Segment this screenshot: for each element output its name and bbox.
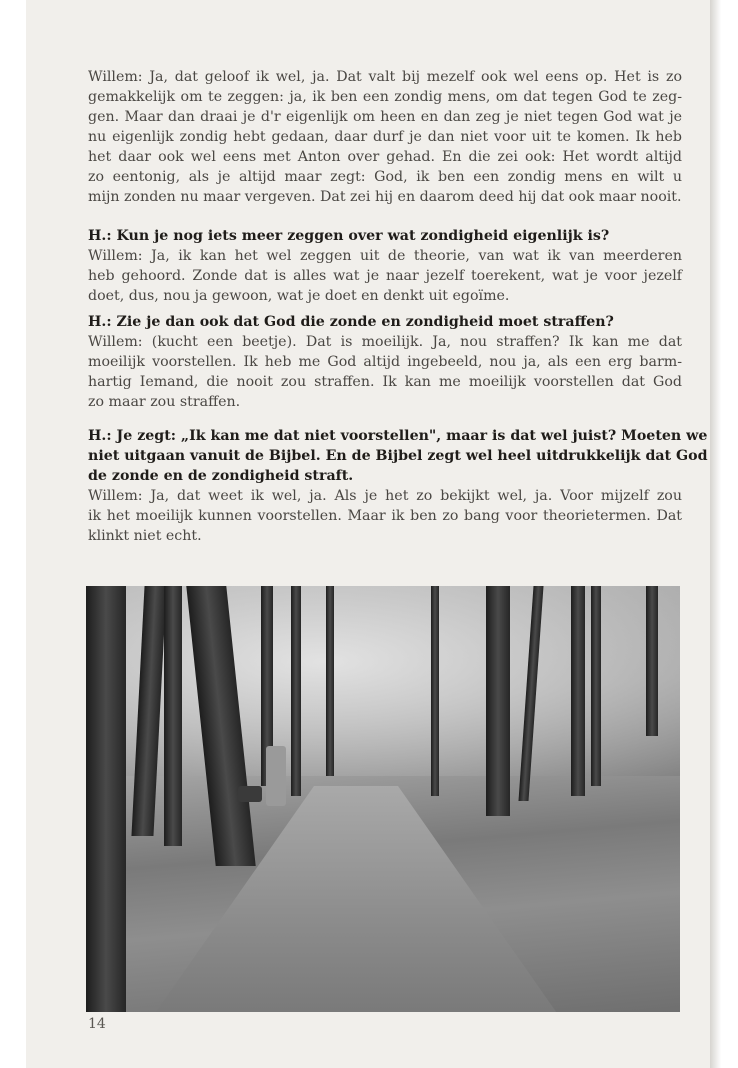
- tree-trunk: [571, 586, 585, 796]
- tree-trunk: [431, 586, 439, 796]
- tree-trunk: [86, 586, 126, 1012]
- forest-path-photo: [86, 586, 680, 1012]
- text-line: Willem: Ja, dat weet ik wel, ja. Als je het zo bekijkt wel, ja. Voor mijzelf zou: [88, 488, 682, 504]
- text-line: H.: Zie je dan ook dat God die zonde en zondigheid moet straffen?: [88, 314, 614, 330]
- text-line: H.: Je zegt: „Ik kan me dat niet voorstellen", maar is dat wel juist? Moeten we: [88, 428, 708, 444]
- text-line: moeilijk voorstellen. Ik heb me God altijd ingebeeld, nou ja, als een erg barm-: [88, 354, 682, 370]
- text-line: hartig Iemand, die nooit zou straffen. Ik kan me moeilijk voorstellen dat God: [88, 374, 682, 390]
- text-line: de zonde en de zondigheid straft.: [88, 468, 354, 484]
- text-line: gen. Maar dan draai je d'r eigenlijk om heen en dan zeg je niet tegen God wat je: [88, 109, 682, 125]
- text-line: doet, dus, nou ja gewoon, wat je doet en denkt uit egoïme.: [88, 288, 510, 304]
- text-line: Willem: (kucht een beetje). Dat is moeilijk. Ja, nou straffen? Ik kan me dat: [88, 334, 682, 350]
- interviewer-question: [88, 426, 708, 486]
- willem-answer: [88, 67, 682, 207]
- text-line: gemakkelijk om te zeggen: ja, ik ben een zondig mens, om dat tegen God te zeg-: [88, 89, 682, 105]
- willem-answer: [88, 246, 682, 306]
- interviewer-question: [88, 312, 682, 332]
- tree-trunk: [591, 586, 601, 786]
- text-line: H.: Kun je nog iets meer zeggen over wat zondigheid eigenlijk is?: [88, 228, 610, 244]
- text-line: mijn zonden nu maar vergeven. Dat zei hij en daarom deed hij dat ook maar nooit.: [88, 189, 682, 205]
- text-line: ik het moeilijk kunnen voorstellen. Maar ik ben zo bang voor theorietermen. Dat: [88, 508, 682, 524]
- text-line: Willem: Ja, dat geloof ik wel, ja. Dat valt bij mezelf ook wel eens op. Het is zo: [88, 69, 682, 85]
- text-line: heb gehoord. Zonde dat is alles wat je naar jezelf toerekent, wat je voor jezelf: [88, 268, 682, 284]
- forest-path: [146, 786, 566, 1012]
- willem-answer: [88, 486, 682, 546]
- text-line: het daar ook wel eens met Anton over gehad. En die zei ook: Het wordt altijd: [88, 149, 682, 165]
- tree-trunk: [326, 586, 334, 776]
- tree-trunk: [291, 586, 301, 796]
- willem-answer: [88, 332, 682, 412]
- text-line: zo eentonig, als je altijd maar zegt: God, ik ben een zondig mens en wilt u: [88, 169, 682, 185]
- page-number: 14: [88, 1016, 106, 1032]
- page-edge: [710, 0, 738, 1068]
- tree-trunk: [164, 586, 182, 846]
- text-line: nu eigenlijk zondig hebt gedaan, daar durf je dan niet voor uit te komen. Ik heb: [88, 129, 682, 145]
- text-line: niet uitgaan vanuit de Bijbel. En de Bijbel zegt wel heel uitdrukkelijk dat God: [88, 448, 708, 464]
- tree-trunk: [646, 586, 658, 736]
- text-line: klinkt niet echt.: [88, 528, 202, 544]
- person-walking: [266, 746, 286, 806]
- tree-trunk: [486, 586, 510, 816]
- text-line: zo maar zou straffen.: [88, 394, 241, 410]
- interviewer-question: [88, 226, 682, 246]
- dog: [238, 786, 262, 802]
- text-line: Willem: Ja, ik kan het wel zeggen uit de theorie, van wat ik van meerderen: [88, 248, 682, 264]
